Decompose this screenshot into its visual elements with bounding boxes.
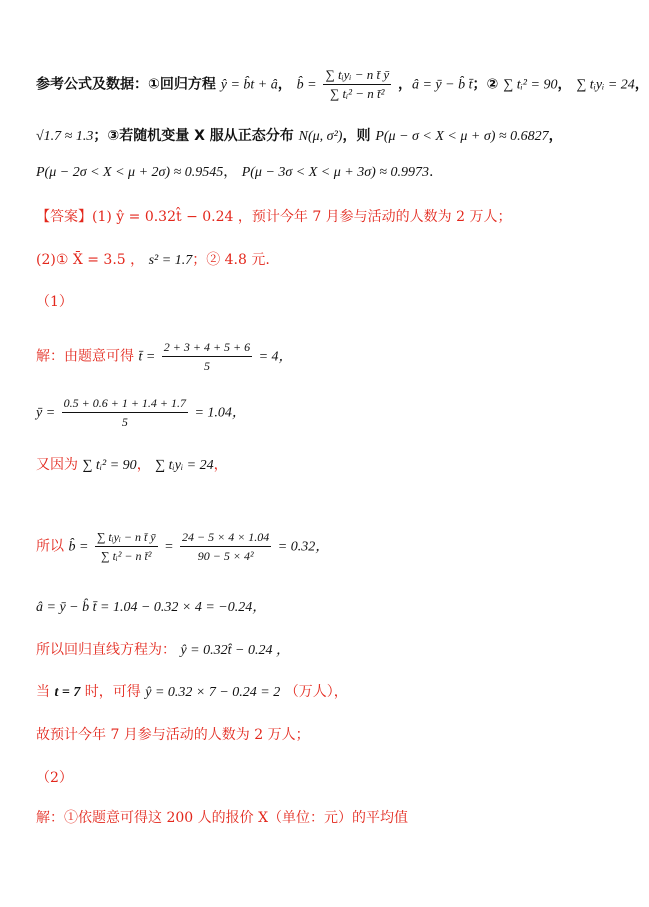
b-hat-result: = 0.32， (277, 539, 330, 555)
sol2-line-1: 解：①依题意可得这 200 人的报价 X（单位：元）的平均值 (36, 810, 409, 826)
ref-p2: P(μ − 2σ < X < μ + 2σ) ≈ 0.9545 (36, 165, 224, 180)
t-bar-denominator: 5 (203, 359, 210, 373)
answer-line-1 (36, 207, 512, 227)
ref-item1: ①回归方程 (148, 76, 216, 93)
b-hat-formula-fraction (95, 528, 158, 565)
answer-part2c: ；② 4.8 元. (192, 252, 270, 268)
sol1-line-4: 所以 b̂ = $\frac{\text{∑ tᵢyᵢ − n t̄ ȳ}}{\text{∑ tᵢ² − n t̄²}}$ = $\frac{24 - 5 \times 4 \times 1.04}{\text{90 − 5 × 4²}}$ = 0.32， (36, 530, 330, 563)
b-hat-denominator: ∑ tᵢ² − n t̄² (329, 86, 385, 101)
y-bar-denominator: 5 (121, 415, 128, 429)
ref-item3: ；③若随机变量 X 服从正态分布 (93, 128, 294, 144)
sol1-l7-mid: 时，可得 (84, 684, 141, 700)
ref-then: ，则 (342, 128, 371, 144)
regression-line: ŷ = 0.32t̂ − 0.24 ， (180, 643, 290, 658)
b-hat-calc-label: b̂ = (68, 539, 89, 555)
y-bar-result: = 1.04， (194, 405, 246, 421)
sol1-l4-pre: 所以 (36, 538, 64, 555)
sol1-l6-pre: 所以回归直线方程为： (36, 642, 176, 658)
sol1-l1-pre: 解：由题意可得 (36, 348, 134, 365)
y-bar-label: ȳ = (36, 405, 56, 421)
sol1-line-6 (36, 640, 290, 661)
ref-p1: P(μ − σ < X < μ + σ) ≈ 0.6827 (375, 129, 549, 144)
ref-line-2: √1.7 ≈ 1.3；③若随机变量 X 服从正态分布 N(μ, σ²)，则 P(μ − σ < X < μ + σ) ≈ 0.6827， (36, 128, 563, 144)
reg-equation: ŷ = b̂t + â (220, 77, 278, 93)
sol1-line-1 (36, 338, 293, 375)
b-hat-formula-numerator: ∑ tᵢyᵢ − n t̄ ȳ (95, 528, 158, 547)
sol1-line-7 (36, 682, 348, 703)
answer-label: 【答案】 (36, 209, 92, 225)
ref-item2: ；② (472, 76, 499, 93)
ref-sum-ty: ∑ tᵢyᵢ = 24 (576, 77, 635, 93)
ref-line-1: 参考公式及数据：①回归方程 ŷ = b̂t + â， b̂ = $\frac{\text{∑ tᵢyᵢ − n t̄ ȳ}}{\text{∑ tᵢ² − n t̄²}}$ ，â = ȳ − b̂ t̄；② ∑ tᵢ² = 90， ∑ tᵢyᵢ = 24， (36, 67, 649, 101)
t-bar-numerator: 2 + 3 + 4 + 5 + 6 (162, 338, 252, 357)
b-hat-fraction (323, 66, 391, 103)
b-hat-formula-denominator: ∑ tᵢ² − n t̄² (101, 549, 152, 563)
sol1-line-2 (36, 394, 246, 431)
sol1-line-8: 故预计今年 7 月参与活动的人数为 2 万人； (36, 727, 310, 743)
t-bar-result: = 4， (258, 349, 293, 365)
ref-heading: 参考公式及数据： (36, 76, 148, 93)
y-bar-fraction (62, 394, 188, 431)
prediction: ŷ = 0.32 × 7 − 0.24 = 2 (145, 685, 281, 700)
b-hat-value-denominator: 90 − 5 × 4² (197, 549, 254, 563)
ref-line-3: P(μ − 2σ < X < μ + 2σ) ≈ 0.9545， P(μ − 3σ < X < μ + 3σ) ≈ 0.9973. (36, 164, 434, 180)
sol1-l3-pre: 又因为 (36, 457, 78, 473)
answer-part1: (1) ŷ = 0.32t̂ − 0.24 ，预计今年 7 月参与活动的人数为 2 万人； (92, 209, 512, 225)
ref-sum-t2: ∑ tᵢ² = 90 (503, 77, 558, 93)
sol2-heading: （2） (36, 770, 73, 786)
sol1-l7-pre: 当 (36, 684, 50, 700)
b-hat-value-numerator: 24 − 5 × 4 × 1.04 (180, 528, 271, 547)
answer-line-2 (36, 250, 270, 271)
a-hat-equation: â = ȳ − b̂ t̄ (411, 77, 473, 93)
sum-ty: ∑ tᵢyᵢ = 24 (155, 458, 214, 473)
y-bar-numerator: 0.5 + 0.6 + 1 + 1.4 + 1.7 (62, 394, 188, 413)
b-hat-label: b̂ = (296, 77, 317, 93)
b-hat-value-fraction (180, 528, 271, 565)
sol1-l7-post: （万人）， (284, 684, 348, 700)
t-bar-label: t̄ = (138, 349, 156, 365)
sol1-line-5: â = ȳ − b̂ t̄ = 1.04 − 0.32 × 4 = −0.24， (36, 600, 267, 615)
sum-t2: ∑ tᵢ² = 90 (82, 458, 137, 473)
ref-sqrt: √1.7 ≈ 1.3 (36, 129, 94, 144)
answer-part2a: (2)① X̄ = 3.5 ， (36, 252, 145, 268)
t-bar-fraction (162, 338, 252, 375)
ref-p3: P(μ − 3σ < X < μ + 3σ) ≈ 0.9973 (241, 165, 429, 180)
t-value: t = 7 (54, 685, 81, 700)
sol1-line-3: 又因为 ∑ tᵢ² = 90， ∑ tᵢyᵢ = 24， (36, 457, 228, 473)
ref-normal: N(μ, σ²) (298, 129, 343, 144)
b-hat-numerator: ∑ tᵢyᵢ − n t̄ ȳ (323, 66, 391, 85)
answer-variance: s² = 1.7 (148, 253, 193, 268)
sol1-heading: （1） (36, 294, 73, 310)
